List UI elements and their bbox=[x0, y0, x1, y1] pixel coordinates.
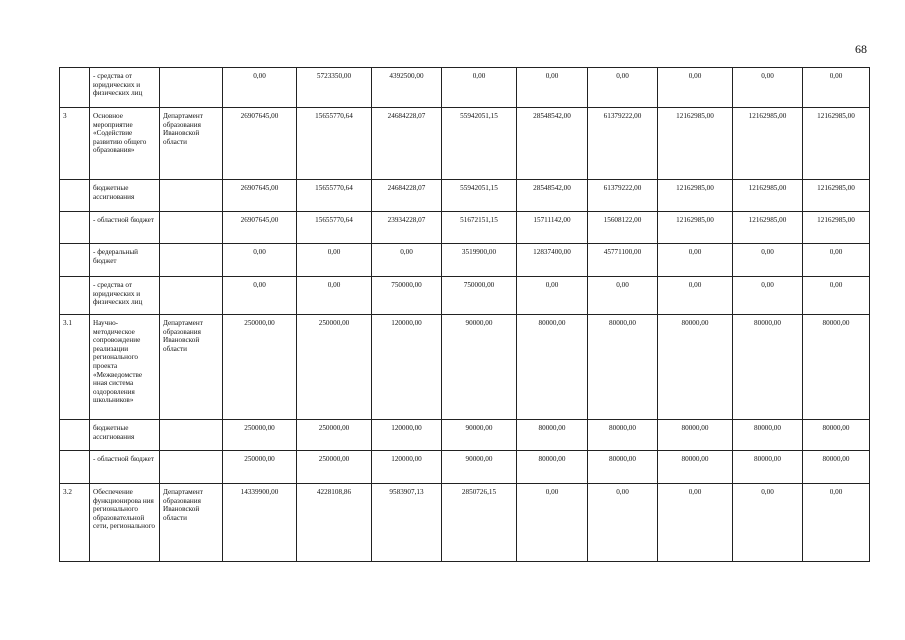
value-cell: 0,00 bbox=[658, 277, 733, 315]
value-cell: 0,00 bbox=[733, 277, 803, 315]
value-cell: 0,00 bbox=[223, 277, 297, 315]
value-cell: 12162985,00 bbox=[733, 212, 803, 244]
value-cell: 0,00 bbox=[658, 68, 733, 108]
value-cell: 61379222,00 bbox=[588, 108, 658, 180]
value-cell: 80000,00 bbox=[658, 420, 733, 451]
value-cell: 12162985,00 bbox=[658, 108, 733, 180]
value-cell: 80000,00 bbox=[803, 451, 870, 484]
value-cell: 0,00 bbox=[803, 68, 870, 108]
value-cell: 0,00 bbox=[803, 277, 870, 315]
value-cell: 250000,00 bbox=[297, 420, 372, 451]
value-cell: 3519900,00 bbox=[442, 244, 517, 277]
row-number-cell bbox=[60, 420, 90, 451]
row-number-cell bbox=[60, 212, 90, 244]
value-cell: 80000,00 bbox=[733, 420, 803, 451]
value-cell: 0,00 bbox=[297, 277, 372, 315]
budget-table bbox=[59, 67, 870, 562]
table-row bbox=[60, 451, 870, 484]
value-cell: 0,00 bbox=[733, 68, 803, 108]
value-cell: 80000,00 bbox=[658, 451, 733, 484]
value-cell: 4392500,00 bbox=[372, 68, 442, 108]
value-cell: 0,00 bbox=[803, 484, 870, 562]
row-name-cell: - федеральный бюджет bbox=[90, 244, 160, 277]
executor-cell bbox=[160, 212, 223, 244]
value-cell: 12162985,00 bbox=[803, 180, 870, 212]
value-cell: 750000,00 bbox=[442, 277, 517, 315]
executor-cell bbox=[160, 451, 223, 484]
value-cell: 0,00 bbox=[517, 68, 588, 108]
table-row bbox=[60, 180, 870, 212]
row-number-cell: 3.1 bbox=[60, 315, 90, 420]
row-number-cell bbox=[60, 277, 90, 315]
value-cell: 0,00 bbox=[658, 244, 733, 277]
row-number-cell: 3.2 bbox=[60, 484, 90, 562]
executor-cell bbox=[160, 277, 223, 315]
row-name-cell: бюджетные ассигнования bbox=[90, 420, 160, 451]
value-cell: 0,00 bbox=[372, 244, 442, 277]
value-cell: 0,00 bbox=[588, 68, 658, 108]
value-cell: 51672151,15 bbox=[442, 212, 517, 244]
value-cell: 15655770,64 bbox=[297, 108, 372, 180]
value-cell: 80000,00 bbox=[517, 420, 588, 451]
value-cell: 250000,00 bbox=[297, 315, 372, 420]
value-cell: 90000,00 bbox=[442, 315, 517, 420]
value-cell: 0,00 bbox=[517, 484, 588, 562]
table-row bbox=[60, 277, 870, 315]
value-cell: 80000,00 bbox=[517, 451, 588, 484]
value-cell: 26907645,00 bbox=[223, 108, 297, 180]
value-cell: 90000,00 bbox=[442, 451, 517, 484]
value-cell: 5723350,00 bbox=[297, 68, 372, 108]
table-row bbox=[60, 420, 870, 451]
row-number-cell bbox=[60, 451, 90, 484]
value-cell: 80000,00 bbox=[733, 451, 803, 484]
row-number-cell: 3 bbox=[60, 108, 90, 180]
executor-cell bbox=[160, 420, 223, 451]
value-cell: 14339900,00 bbox=[223, 484, 297, 562]
value-cell: 12162985,00 bbox=[803, 108, 870, 180]
row-name-cell: - областной бюджет bbox=[90, 212, 160, 244]
value-cell: 0,00 bbox=[588, 277, 658, 315]
value-cell: 12162985,00 bbox=[733, 108, 803, 180]
value-cell: 23934228,07 bbox=[372, 212, 442, 244]
row-name-cell: Основное мероприятие «Содействие развитию общего образования» bbox=[90, 108, 160, 180]
row-name-cell: - средства от юридических и физических лиц bbox=[90, 68, 160, 108]
value-cell: 12162985,00 bbox=[803, 212, 870, 244]
value-cell: 0,00 bbox=[297, 244, 372, 277]
value-cell: 0,00 bbox=[733, 484, 803, 562]
executor-cell bbox=[160, 68, 223, 108]
value-cell: 4228108,86 bbox=[297, 484, 372, 562]
executor-cell bbox=[160, 244, 223, 277]
value-cell: 80000,00 bbox=[733, 315, 803, 420]
value-cell: 2850726,15 bbox=[442, 484, 517, 562]
value-cell: 12162985,00 bbox=[733, 180, 803, 212]
value-cell: 0,00 bbox=[517, 277, 588, 315]
row-name-cell: бюджетные ассигнования bbox=[90, 180, 160, 212]
row-name-cell: - средства от юридических и физических лиц bbox=[90, 277, 160, 315]
value-cell: 28548542,00 bbox=[517, 180, 588, 212]
table-row bbox=[60, 484, 870, 562]
value-cell: 250000,00 bbox=[223, 451, 297, 484]
value-cell: 61379222,00 bbox=[588, 180, 658, 212]
value-cell: 250000,00 bbox=[223, 420, 297, 451]
value-cell: 9583907,13 bbox=[372, 484, 442, 562]
row-number-cell bbox=[60, 180, 90, 212]
table-row bbox=[60, 68, 870, 108]
row-number-cell bbox=[60, 68, 90, 108]
table-row bbox=[60, 244, 870, 277]
value-cell: 250000,00 bbox=[297, 451, 372, 484]
value-cell: 80000,00 bbox=[658, 315, 733, 420]
value-cell: 15655770,64 bbox=[297, 212, 372, 244]
value-cell: 45771100,00 bbox=[588, 244, 658, 277]
executor-cell bbox=[160, 180, 223, 212]
value-cell: 55942051,15 bbox=[442, 180, 517, 212]
value-cell: 120000,00 bbox=[372, 315, 442, 420]
value-cell: 250000,00 bbox=[223, 315, 297, 420]
value-cell: 15608122,00 bbox=[588, 212, 658, 244]
table-row bbox=[60, 315, 870, 420]
row-name-cell: - областной бюджет bbox=[90, 451, 160, 484]
value-cell: 15711142,00 bbox=[517, 212, 588, 244]
value-cell: 0,00 bbox=[658, 484, 733, 562]
row-name-cell: Обеспечение функционирова ния регионального образовательной сети, регионального bbox=[90, 484, 160, 562]
value-cell: 80000,00 bbox=[517, 315, 588, 420]
value-cell: 750000,00 bbox=[372, 277, 442, 315]
value-cell: 120000,00 bbox=[372, 420, 442, 451]
page-number: 68 bbox=[855, 42, 867, 56]
value-cell: 24684228,07 bbox=[372, 108, 442, 180]
executor-cell: Департамент образования Ивановской области bbox=[160, 108, 223, 180]
value-cell: 80000,00 bbox=[588, 315, 658, 420]
value-cell: 0,00 bbox=[588, 484, 658, 562]
row-name-cell: Научно-методическое сопровождение реализации регионального проекта «Межведомстве нная система оздоровления школьников» bbox=[90, 315, 160, 420]
value-cell: 28548542,00 bbox=[517, 108, 588, 180]
value-cell: 120000,00 bbox=[372, 451, 442, 484]
value-cell: 0,00 bbox=[733, 244, 803, 277]
value-cell: 80000,00 bbox=[588, 420, 658, 451]
value-cell: 55942051,15 bbox=[442, 108, 517, 180]
value-cell: 12162985,00 bbox=[658, 212, 733, 244]
value-cell: 12162985,00 bbox=[658, 180, 733, 212]
value-cell: 0,00 bbox=[442, 68, 517, 108]
value-cell: 26907645,00 bbox=[223, 212, 297, 244]
executor-cell: Департамент образования Ивановской области bbox=[160, 484, 223, 562]
value-cell: 15655770,64 bbox=[297, 180, 372, 212]
value-cell: 90000,00 bbox=[442, 420, 517, 451]
row-number-cell bbox=[60, 244, 90, 277]
value-cell: 80000,00 bbox=[588, 451, 658, 484]
value-cell: 80000,00 bbox=[803, 315, 870, 420]
value-cell: 26907645,00 bbox=[223, 180, 297, 212]
value-cell: 0,00 bbox=[803, 244, 870, 277]
value-cell: 0,00 bbox=[223, 244, 297, 277]
value-cell: 80000,00 bbox=[803, 420, 870, 451]
value-cell: 0,00 bbox=[223, 68, 297, 108]
value-cell: 24684228,07 bbox=[372, 180, 442, 212]
table-row bbox=[60, 108, 870, 180]
executor-cell: Департамент образования Ивановской области bbox=[160, 315, 223, 420]
value-cell: 12837400,00 bbox=[517, 244, 588, 277]
table-row bbox=[60, 212, 870, 244]
